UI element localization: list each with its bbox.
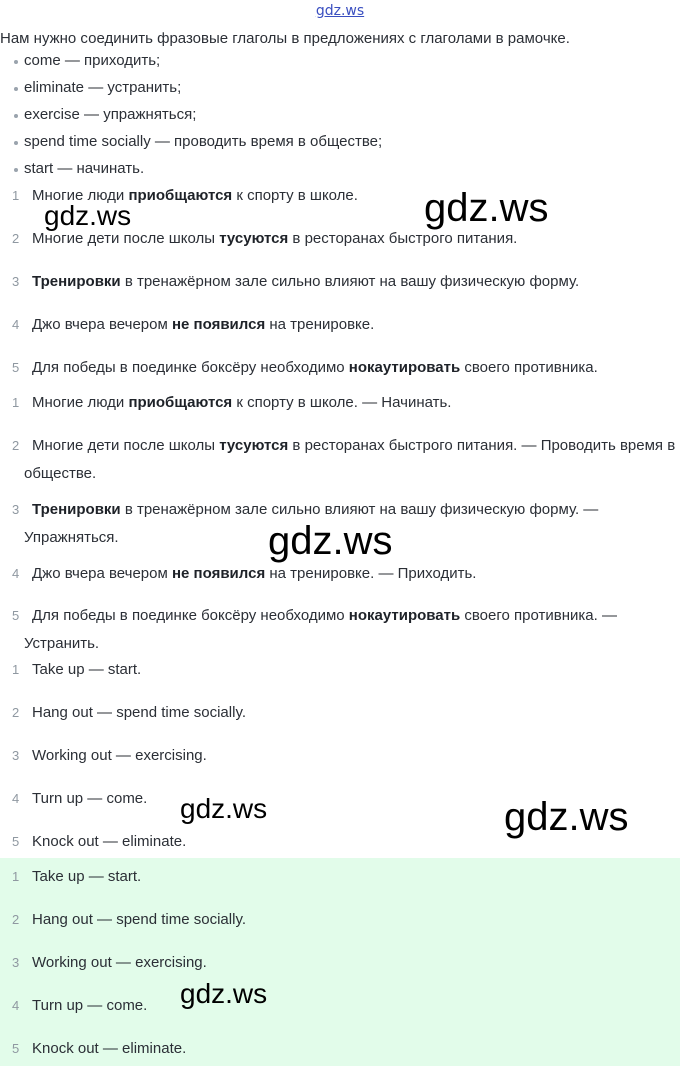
item-number: 5: [12, 834, 20, 849]
item-text: Turn up — come.: [32, 790, 148, 807]
item-text: на тренировке. — Приходить.: [265, 565, 477, 582]
list-item: [0, 389, 680, 432]
list-item: exercise — упражняться;: [0, 106, 680, 133]
item-text: на тренировке.: [265, 316, 375, 333]
watermark: gdz.ws: [44, 200, 132, 231]
item-number: 3: [12, 955, 20, 970]
item-number: 4: [12, 998, 20, 1013]
item-number: 3: [12, 502, 20, 517]
item-number: 1: [12, 869, 20, 884]
list-item: start — начинать.: [0, 160, 680, 187]
site-link[interactable]: gdz.ws: [315, 3, 365, 19]
item-text: к спорту в школе.: [232, 187, 358, 204]
item-number: 1: [12, 662, 20, 677]
item-text: Take up — start.: [32, 868, 142, 885]
item-number: 3: [12, 748, 20, 763]
item-text: Многие люди: [32, 394, 129, 411]
item-text: Knock out — eliminate.: [32, 833, 187, 850]
list-item: [0, 602, 680, 658]
watermark: gdz.ws: [268, 519, 393, 563]
item-text: Hang out — spend time socially.: [32, 704, 246, 721]
list-item: [0, 268, 680, 311]
item-bold: не появился: [171, 316, 266, 333]
list-item: come — приходить;: [0, 52, 680, 79]
item-bold: не появился: [171, 565, 266, 582]
intro-text: Нам нужно соединить фразовые глаголы в предложениях с глаголами в рамочке.: [0, 30, 570, 47]
item-bold: Тренировки: [32, 273, 121, 290]
watermark: gdz.ws: [180, 793, 268, 824]
item-number: 4: [12, 791, 20, 806]
item-number: 2: [12, 705, 20, 720]
item-number: 5: [12, 608, 20, 623]
item-number: 1: [12, 188, 20, 203]
item-text: Многие дети после школы: [32, 230, 220, 247]
item-number: 2: [12, 912, 20, 927]
answer-list-highlight: [0, 863, 680, 1078]
watermark: gdz.ws: [180, 978, 268, 1009]
list-item: [0, 949, 680, 992]
item-text: в ресторанах быстрого питания. — Проводить время в обществе.: [24, 437, 676, 482]
item-text: Hang out — spend time socially.: [32, 911, 246, 928]
list-item: eliminate — устранить;: [0, 79, 680, 106]
list-item: [0, 863, 680, 906]
verb-list: [0, 52, 680, 187]
list-item: [0, 656, 680, 699]
watermark: gdz.ws: [504, 795, 629, 839]
item-number: 5: [12, 1041, 20, 1056]
item-number: 1: [12, 395, 20, 410]
item-number: 2: [12, 231, 20, 246]
item-number: 2: [12, 438, 20, 453]
item-text: Джо вчера вечером: [32, 565, 172, 582]
item-number: 4: [12, 317, 20, 332]
item-text: в ресторанах быстрого питания.: [288, 230, 518, 247]
list-item: [0, 906, 680, 949]
item-text: Knock out — eliminate.: [32, 1040, 187, 1057]
list-item: [0, 699, 680, 742]
list-item: [0, 1035, 680, 1078]
item-bold: нокаутировать: [348, 607, 461, 624]
list-item: [0, 560, 680, 602]
item-text: Working out — exercising.: [32, 954, 207, 971]
item-number: 5: [12, 360, 20, 375]
item-text: Джо вчера вечером: [32, 316, 172, 333]
item-bold: тусуются: [219, 230, 289, 247]
item-text: Многие дети после школы: [32, 437, 220, 454]
item-bold: нокаутировать: [348, 359, 461, 376]
list-item: spend time socially — проводить время в обществе;: [0, 133, 680, 160]
item-text: Для победы в поединке боксёру необходимо: [32, 359, 349, 376]
list-item: [0, 992, 680, 1035]
item-number: 3: [12, 274, 20, 289]
item-number: 4: [12, 566, 20, 581]
item-text: в тренажёрном зале сильно влияют на вашу физическую форму. — Упражняться.: [24, 501, 599, 546]
item-text: Working out — exercising.: [32, 747, 207, 764]
item-text: своего противника.: [460, 359, 598, 376]
item-text: Для победы в поединке боксёру необходимо: [32, 607, 349, 624]
item-bold: Тренировки: [32, 501, 121, 518]
item-bold: приобщаются: [128, 187, 233, 204]
item-text: своего противника. — Устранить.: [24, 607, 617, 652]
item-text: к спорту в школе. — Начинать.: [232, 394, 452, 411]
item-text: Многие люди: [32, 187, 129, 204]
item-text: Take up — start.: [32, 661, 142, 678]
watermark: gdz.ws: [424, 186, 549, 230]
item-bold: тусуются: [219, 437, 289, 454]
item-bold: приобщаются: [128, 394, 233, 411]
list-item: [0, 432, 680, 496]
list-item: [0, 742, 680, 785]
list-item: [0, 311, 680, 354]
item-text: в тренажёрном зале сильно влияют на вашу физическую форму.: [120, 273, 580, 290]
item-text: Turn up — come.: [32, 997, 148, 1014]
